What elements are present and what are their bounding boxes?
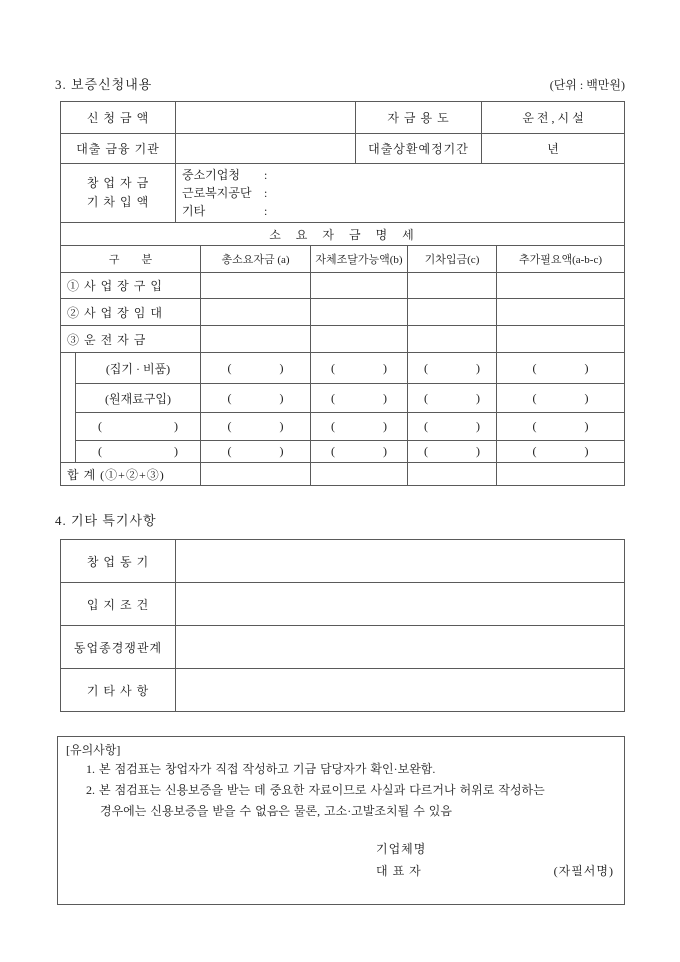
funds-cell: ( )	[201, 441, 311, 463]
table-row	[61, 540, 625, 583]
funds-cell: ( )	[497, 441, 625, 463]
funds-cell: ( )	[497, 353, 625, 384]
funds-col-additional: 추가필요액(a-b-c)	[497, 246, 625, 273]
table-row	[61, 384, 625, 413]
funds-cell: ( )	[408, 353, 497, 384]
repay-period-label: 대출상환예정기간	[356, 134, 482, 164]
ceo-label: 대 표 자	[376, 864, 422, 878]
table-row	[61, 353, 625, 384]
funds-row-label: ③ 운 전 자 금	[61, 326, 201, 353]
company-name-row	[376, 838, 616, 860]
funds-cell: ( )	[311, 353, 408, 384]
funds-title: 소 요 자 금 명 세	[61, 223, 625, 246]
funds-subrow-label: ( )	[76, 441, 201, 463]
funds-cell	[497, 463, 625, 486]
extras-row-value	[176, 540, 625, 583]
funds-cell	[201, 463, 311, 486]
funds-subrow-label: (집기 · 비품)	[76, 353, 201, 384]
extras-row-label-other: 기 타 사 항	[61, 669, 176, 712]
application-section	[60, 101, 625, 486]
funds-cell: ( )	[311, 384, 408, 413]
funds-cell	[311, 299, 408, 326]
funds-col-total: 총소요자금 (a)	[201, 246, 311, 273]
funds-col-category: 구 분	[61, 246, 201, 273]
section3-header	[55, 74, 625, 93]
funds-cell	[408, 299, 497, 326]
fund-use-value: 운 전 , 시 설	[482, 102, 625, 134]
repay-period-value: 년	[482, 134, 625, 164]
notice-box	[57, 736, 625, 905]
table-row	[61, 583, 625, 626]
table-row	[61, 246, 625, 273]
table-row	[61, 134, 625, 164]
funds-cell	[408, 273, 497, 299]
funds-cell: ( )	[408, 413, 497, 441]
notice-title: [유의사항]	[66, 743, 121, 757]
funds-cell: ( )	[497, 413, 625, 441]
funds-cell: ( )	[408, 441, 497, 463]
funds-cell	[201, 299, 311, 326]
funds-total-label: 합 계 (①+②+③)	[61, 463, 201, 486]
notice-item-2-continued: 경우에는 신용보증을 받을 수 없음은 물론, 고소·고발조치될 수 있음	[100, 804, 452, 818]
signature-block	[376, 838, 616, 882]
funds-cell: ( )	[408, 384, 497, 413]
extras-section	[60, 539, 625, 712]
funds-cell	[497, 299, 625, 326]
section4-title: 4. 기타 특기사항	[55, 513, 157, 528]
funds-table	[60, 222, 625, 486]
funds-cell: ( )	[201, 413, 311, 441]
signature-note: (자필서명)	[553, 864, 614, 878]
funds-cell	[408, 326, 497, 353]
lender-label: 대출 금융 기관	[61, 134, 176, 164]
funds-cell	[201, 273, 311, 299]
table-row	[61, 326, 625, 353]
funds-cell	[497, 326, 625, 353]
table-row	[61, 463, 625, 486]
extras-row-label-motivation: 창 업 동 기	[61, 540, 176, 583]
request-amount-label: 신 청 금 액	[61, 102, 176, 134]
funds-subrow-label: (원재료구입)	[76, 384, 201, 413]
lender-value	[176, 134, 356, 164]
extras-row-label-location: 입 지 조 건	[61, 583, 176, 626]
startup-borrow-label-line2: 기 차 입 액	[86, 195, 150, 209]
section4-header	[55, 510, 625, 529]
request-amount-value	[176, 102, 356, 134]
funds-cell: ( )	[311, 441, 408, 463]
table-row	[61, 223, 625, 246]
funds-col-self: 자체조달가능액(b)	[311, 246, 408, 273]
funds-cell	[201, 326, 311, 353]
table-row	[61, 441, 625, 463]
table-row	[61, 102, 625, 134]
table-row	[61, 299, 625, 326]
funds-cell	[311, 463, 408, 486]
extras-row-value	[176, 583, 625, 626]
ceo-row	[376, 860, 616, 882]
funds-cell	[311, 326, 408, 353]
funds-cell	[408, 463, 497, 486]
extras-table	[60, 539, 625, 712]
funds-cell	[497, 273, 625, 299]
table-row	[61, 669, 625, 712]
extras-row-label-competition: 동업종경쟁관계	[61, 626, 176, 669]
startup-borrow-label-line1: 창 업 자 금	[86, 176, 150, 190]
indent-strip	[61, 353, 76, 463]
borrow-source-welfare: 근로복지공단 :	[182, 186, 268, 200]
borrow-source-other: 기타 :	[182, 204, 268, 218]
company-name-label: 기업체명	[376, 842, 427, 856]
extras-row-value	[176, 626, 625, 669]
funds-subrow-label: ( )	[76, 413, 201, 441]
notice-item-1: 1. 본 점검표는 창업자가 직접 작성하고 기금 담당자가 확인·보완함.	[86, 762, 436, 776]
extras-row-value	[176, 669, 625, 712]
funds-cell: ( )	[311, 413, 408, 441]
startup-borrow-label	[61, 164, 176, 223]
application-table	[60, 101, 625, 223]
funds-row-label: ① 사 업 장 구 입	[61, 273, 201, 299]
table-row	[61, 273, 625, 299]
unit-label: (단위 : 백만원)	[549, 78, 625, 92]
funds-col-borrowed: 기차입금(c)	[408, 246, 497, 273]
funds-cell: ( )	[201, 353, 311, 384]
funds-row-label: ② 사 업 장 임 대	[61, 299, 201, 326]
borrow-source-sme: 중소기업청 :	[182, 168, 268, 182]
funds-cell: ( )	[201, 384, 311, 413]
section3-title: 3. 보증신청내용	[55, 77, 153, 92]
table-row	[61, 626, 625, 669]
notice-item-2: 2. 본 점검표는 신용보증을 받는 데 중요한 자료이므로 사실과 다르거나 허위로 작성하는	[86, 783, 545, 797]
table-row	[61, 413, 625, 441]
table-row	[61, 164, 625, 223]
fund-use-label: 자 금 용 도	[356, 102, 482, 134]
funds-cell	[311, 273, 408, 299]
borrow-sources-cell	[176, 164, 625, 223]
funds-cell: ( )	[497, 384, 625, 413]
